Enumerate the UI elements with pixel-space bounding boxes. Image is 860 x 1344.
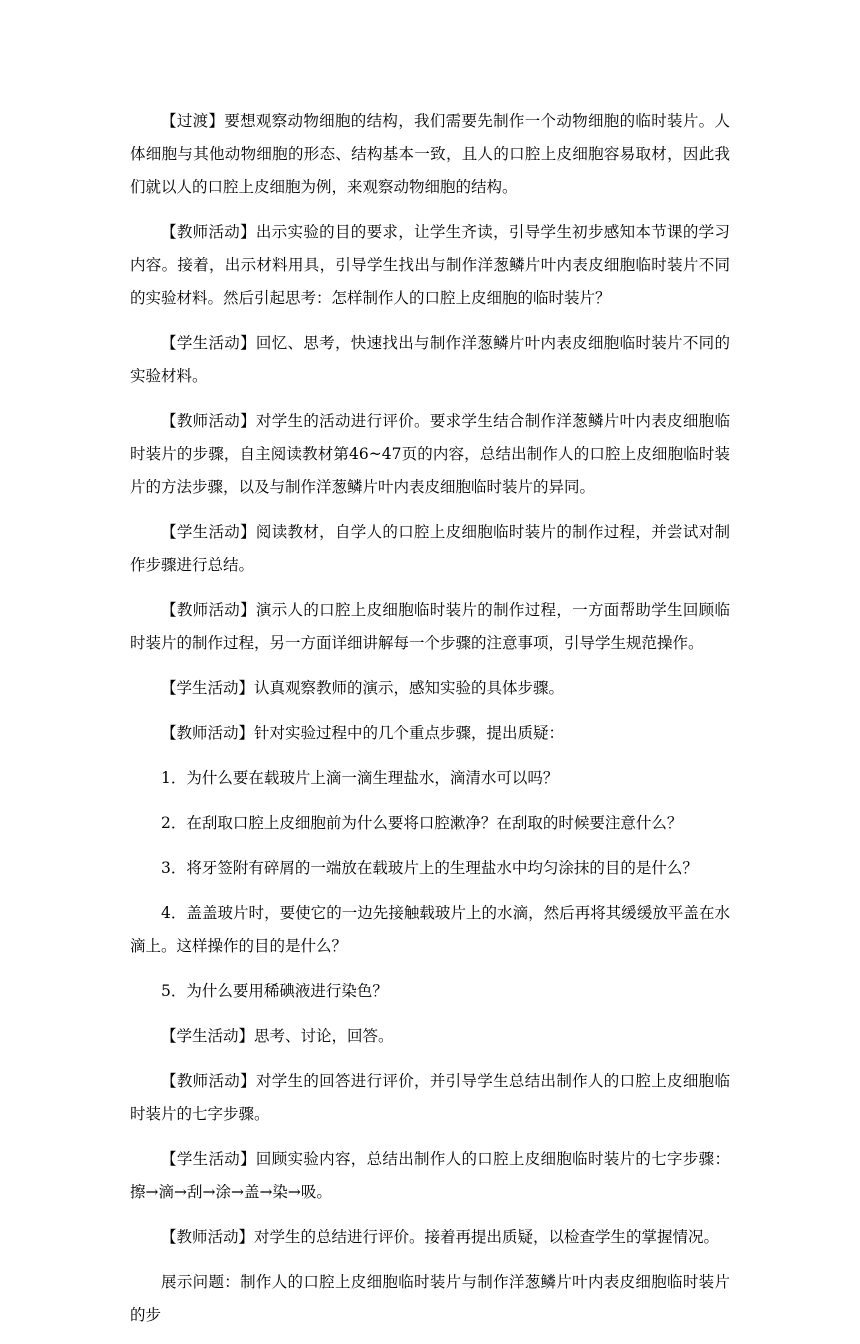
paragraph-student-activity: 【学生活动】阅读教材，自学人的口腔上皮细胞临时装片的制作过程，并尝试对制作步骤进行总结。 [130, 523, 730, 574]
paragraph-student-activity: 【学生活动】回忆、思考，快速找出与制作洋葱鳞片叶内表皮细胞临时装片不同的实验材料。 [130, 334, 730, 385]
paragraph-student-activity: 【学生活动】回顾实验内容，总结出制作人的口腔上皮细胞临时装片的七字步骤：擦→滴→刮→涂→盖→染→吸。 [130, 1150, 730, 1201]
question-item: 4．盖盖玻片时，要使它的一边先接触载玻片上的水滴，然后再将其缓缓放平盖在水滴上。这样操作的目的是什么？ [130, 904, 730, 955]
paragraph-teacher-activity: 【教师活动】针对实验过程中的几个重点步骤，提出质疑： [161, 724, 565, 742]
question-item: 1．为什么要在载玻片上滴一滴生理盐水，滴清水可以吗？ [161, 769, 559, 787]
question-item: 3．将牙签附有碎屑的一端放在载玻片上的生理盐水中均匀涂抹的目的是什么？ [161, 859, 698, 877]
document-body [130, 105, 730, 1344]
paragraph-teacher-activity: 【教师活动】出示实验的目的要求，让学生齐读，引导学生初步感知本节课的学习内容。接着，出示材料用具，引导学生找出与制作洋葱鳞片叶内表皮细胞临时装片不同的实验材料。然后引起思考：怎样制作人的口腔上皮细胞的临时装片？ [130, 223, 730, 307]
paragraph-teacher-activity: 【教师活动】演示人的口腔上皮细胞临时装片的制作过程，一方面帮助学生回顾临时装片的制作过程，另一方面详细讲解每一个步骤的注意事项，引导学生规范操作。 [130, 601, 730, 652]
paragraph-student-activity: 【学生活动】思考、讨论，回答。 [161, 1027, 394, 1045]
paragraph-transition: 【过渡】要想观察动物细胞的结构，我们需要先制作一个动物细胞的临时装片。人体细胞与其他动物细胞的形态、结构基本一致，且人的口腔上皮细胞容易取材，因此我们就以人的口腔上皮细胞为例，来观察动物细胞的结构。 [130, 112, 730, 196]
paragraph-teacher-activity: 【教师活动】对学生的活动进行评价。要求学生结合制作洋葱鳞片叶内表皮细胞临时装片的步骤，自主阅读教材第46~47页的内容，总结出制作人的口腔上皮细胞临时装片的方法步骤，以及与制作洋葱鳞片叶内表皮细胞临时装片的异同。 [130, 412, 730, 496]
paragraph-teacher-activity: 【教师活动】对学生的回答进行评价，并引导学生总结出制作人的口腔上皮细胞临时装片的七字步骤。 [130, 1072, 730, 1123]
paragraph-show-question: 展示问题：制作人的口腔上皮细胞临时装片与制作洋葱鳞片叶内表皮细胞临时装片的步 [130, 1273, 730, 1324]
paragraph-student-activity: 【学生活动】认真观察教师的演示，感知实验的具体步骤。 [161, 679, 565, 697]
question-item: 5．为什么要用稀碘液进行染色？ [161, 982, 388, 1000]
question-item: 2．在刮取口腔上皮细胞前为什么要将口腔漱净？在刮取的时候要注意什么？ [161, 814, 683, 832]
paragraph-teacher-activity: 【教师活动】对学生的总结进行评价。接着再提出质疑，以检查学生的掌握情况。 [161, 1228, 720, 1246]
